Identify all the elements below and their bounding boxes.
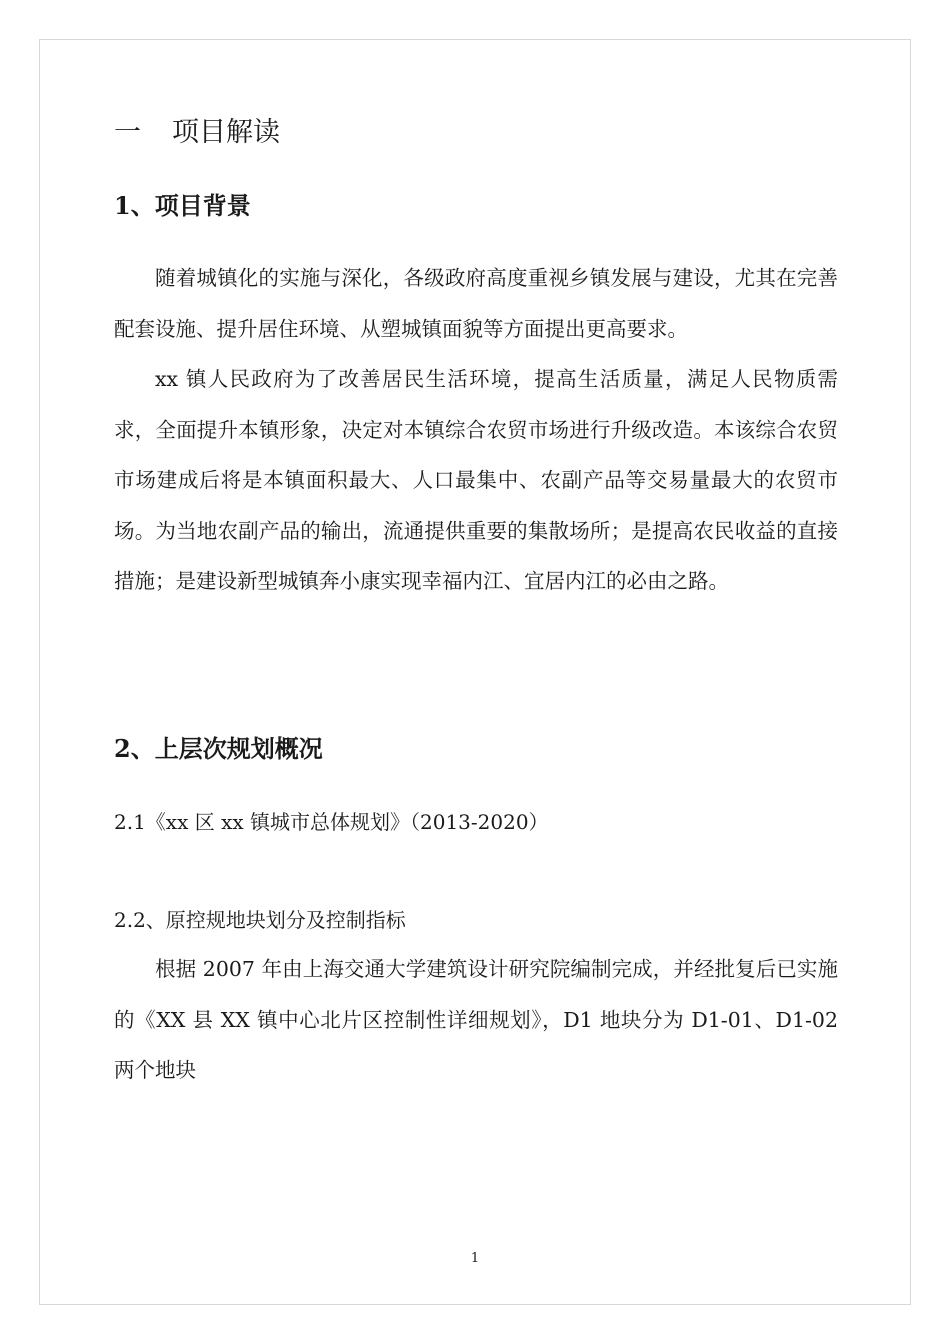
- section-1-paragraph-1: 随着城镇化的实施与深化，各级政府高度重视乡镇发展与建设，尤其在完善配套设施、提升居住环境、从塑城镇面貌等方面提出更高要求。: [114, 266, 838, 341]
- section-2-paragraph-1: 根据 2007 年由上海交通大学建筑设计研究院编制完成，并经批复后已实施的《XX 县 XX 镇中心北片区控制性详细规划》，D1 地块分为 D1-01、D1-02 两个地块: [114, 957, 838, 1082]
- section-1-heading: [114, 186, 251, 221]
- main-heading-number: 一: [114, 117, 141, 148]
- page-number: 1: [470, 1251, 480, 1266]
- main-heading-title: 项目解读: [172, 117, 280, 148]
- section-2-number: 2: [114, 734, 131, 763]
- section-1-title: 、项目背景: [130, 191, 251, 220]
- subsection-2-1: 2.1《xx 区 xx 镇城市总体规划》（2013-2020）: [114, 810, 549, 834]
- section-2-title: 、上层次规划概况: [130, 734, 323, 763]
- subsection-2-2: 2.2、原控规地块划分及控制指标: [114, 908, 406, 932]
- section-2-heading: [114, 729, 323, 764]
- section-1-paragraph-2: xx 镇人民政府为了改善居民生活环境，提高生活质量，满足人民物质需求，全面提升本镇形象，决定对本镇综合农贸市场进行升级改造。本该综合农贸市场建成后将是本镇面积最大、人口最集中、农副产品等交易量最大的农贸市场。为当地农副产品的输出，流通提供重要的集散场所；是提高农民收益的直接措施；是建设新型城镇奔小康实现幸福内江、宜居内江的必由之路。: [114, 367, 838, 593]
- section-1-number: 1: [114, 191, 131, 220]
- main-heading: [114, 110, 280, 149]
- page-border: [39, 39, 911, 1305]
